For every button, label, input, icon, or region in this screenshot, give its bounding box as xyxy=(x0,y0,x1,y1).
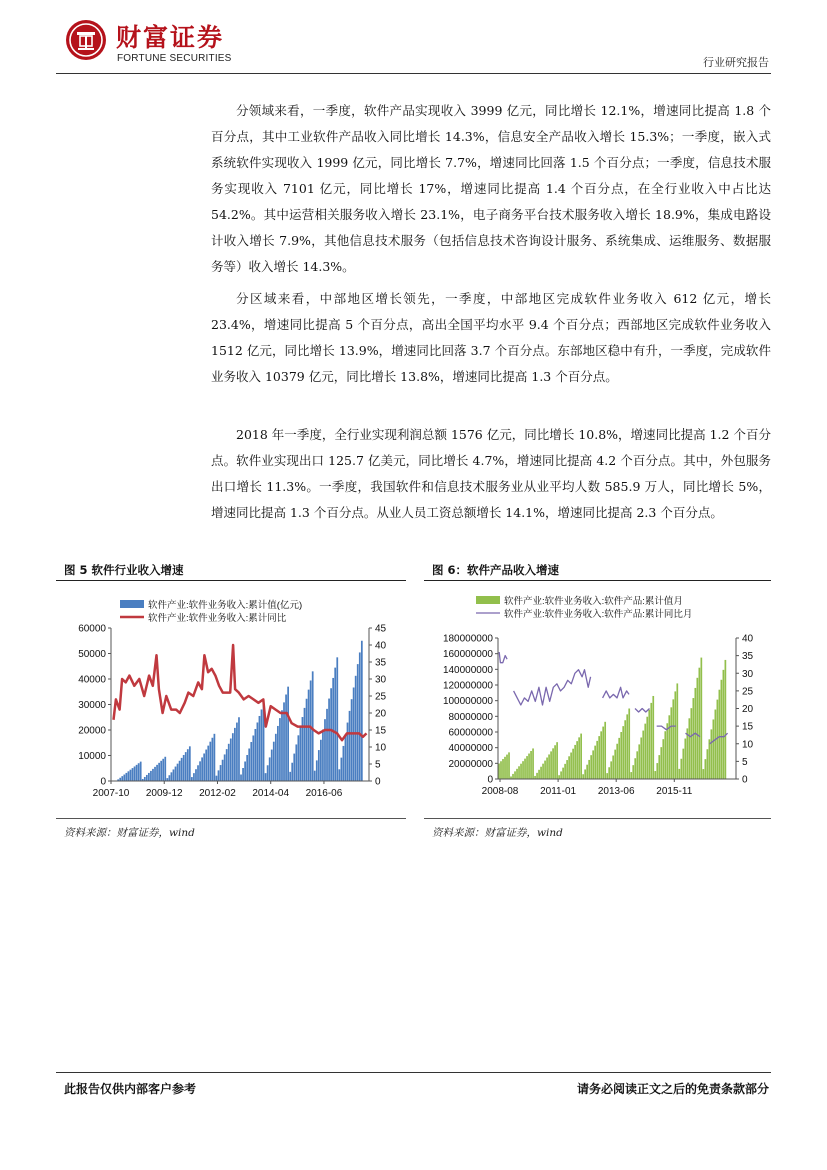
chart-bar xyxy=(152,769,154,781)
chart-bar xyxy=(160,761,162,781)
chart-bar xyxy=(516,769,518,779)
chart-bar xyxy=(528,754,530,779)
chart-bar xyxy=(578,737,580,779)
chart-bar xyxy=(183,755,185,781)
chart-bar xyxy=(216,776,218,781)
paragraph-by-segment: 分领域来看，一季度，软件产品实现收入 3999 亿元，同比增长 12.1%，增速同比提高 1.8 个百分点，其中工业软件产品收入同比增长 14.3%，信息安全产品收入增长 15.3%；一季度，嵌入式系统软件实现收入 1999 亿元，同比增长 7.7%，增速同比回落 1.5 个百分点；一季度，信息技术服务实现收入 7101 亿元，同比增长 17%，增速同比提高 1.4 个百分点，在全行业收入中占比达 54.2%。其中运营相关服务收入增长 23.1%，电子商务平台技术服务收入增长 18.9%，集成电路设计收入增长 7.9%，其他信息技术服务（包括信息技术咨询设计服务、系统集成、运维服务、数据服务等）收入增长 14.3%。 xyxy=(211,103,771,274)
chart-bar xyxy=(343,746,345,781)
chart-bar xyxy=(658,755,660,779)
chart-bar xyxy=(207,746,209,781)
chart-software-industry-revenue xyxy=(56,584,406,810)
legend-line-label: 软件产业:软件业务收入:累计同比 xyxy=(148,613,287,624)
chart-bar xyxy=(678,769,680,779)
chart-bar xyxy=(696,678,698,779)
chart-bar xyxy=(132,768,134,781)
y-right-tick-label: 10 xyxy=(375,742,387,754)
chart-bar xyxy=(150,771,152,781)
chart-bar xyxy=(688,718,690,779)
chart-bar xyxy=(723,670,725,779)
chart-bar xyxy=(508,752,510,779)
chart-bar xyxy=(624,720,626,779)
chart-bar xyxy=(330,688,332,781)
chart-bar xyxy=(719,690,721,779)
chart-bar xyxy=(572,749,574,779)
y-right-tick-label: 0 xyxy=(742,774,748,786)
chart-bar xyxy=(228,744,230,781)
y-left-tick-label: 140000000 xyxy=(442,664,493,676)
chart-bar xyxy=(340,758,342,781)
chart-bar xyxy=(584,769,586,779)
chart-bar xyxy=(191,777,193,781)
chart-bar xyxy=(672,699,674,779)
chart-bar xyxy=(536,773,538,779)
chart-bar xyxy=(240,775,242,782)
chart-bar xyxy=(606,773,608,779)
x-tick-label: 2007-10 xyxy=(92,788,130,799)
chart-bar xyxy=(580,734,582,779)
chart-bar xyxy=(642,731,644,779)
x-tick-label: 2015-11 xyxy=(656,786,693,797)
logo-chinese-name: 财富证券 xyxy=(116,23,225,52)
chart-bar xyxy=(338,769,340,781)
chart-bar xyxy=(345,734,347,781)
paragraph-profit-export: 2018 年一季度，全行业实现利润总额 1576 亿元，同比增长 10.8%，增速同比提高 1.2 个百分点。软件业实现出口 125.7 亿美元，同比增长 4.7%，增速同比提高 4.2 个百分点。其中，外包服务出口增长 11.3%。一季度，我国软件和信息技术服务业从业平均人数 585.9 万人，同比增长 5%，增速同比提高 1.3 个百分点。从业人员工资总额增长 14.1%，增速同比提高 2.3 个百分点。 xyxy=(211,427,771,520)
chart-bar xyxy=(602,727,604,779)
chart-bar xyxy=(518,766,520,779)
chart-bar xyxy=(267,765,269,781)
chart-bar xyxy=(616,744,618,779)
footer-disclaimer-note: 请务必阅读正文之后的免责条款部分 xyxy=(576,1082,769,1096)
chart-bar xyxy=(544,761,546,779)
chart-bar xyxy=(351,699,353,781)
y-right-tick-label: 35 xyxy=(742,651,754,663)
chart-bar xyxy=(171,772,173,781)
growth-line xyxy=(514,670,591,705)
chart-bar xyxy=(709,739,711,779)
chart-bar xyxy=(596,741,598,779)
y-right-tick-label: 5 xyxy=(742,756,748,768)
y-left-tick-label: 180000000 xyxy=(442,633,493,645)
legend-bar-label: 软件产业:软件业务收入:软件产品:累计值月 xyxy=(504,596,683,607)
chart-bar xyxy=(297,735,299,781)
chart-bar xyxy=(238,717,240,781)
chart-bar xyxy=(140,762,142,781)
figure-5-bottom-rule xyxy=(56,818,406,819)
chart-bar xyxy=(636,751,638,779)
chart-bar xyxy=(640,737,642,779)
chart-bar xyxy=(156,765,158,781)
chart-bar xyxy=(220,765,222,781)
chart-bar xyxy=(502,759,504,779)
chart-bar xyxy=(504,757,506,779)
chart-bar xyxy=(650,703,652,779)
chart-bar xyxy=(564,764,566,779)
chart-bar xyxy=(680,759,682,779)
chart-bar xyxy=(226,749,228,781)
chart-bar xyxy=(355,676,357,781)
chart-bar xyxy=(548,754,550,779)
chart-bar xyxy=(622,726,624,779)
chart-bar xyxy=(185,752,187,781)
y-left-tick-label: 40000 xyxy=(78,674,106,686)
chart-bar xyxy=(187,749,189,781)
y-right-tick-label: 15 xyxy=(742,721,754,733)
chart-bar xyxy=(144,777,146,781)
chart-bar xyxy=(177,764,179,781)
chart-bar xyxy=(242,768,244,781)
chart-bar xyxy=(586,765,588,779)
y-left-tick-label: 60000000 xyxy=(448,727,493,739)
chart-bar xyxy=(197,765,199,781)
chart-bar xyxy=(154,767,156,781)
chart-bar xyxy=(130,770,132,781)
chart-bar xyxy=(334,668,336,781)
chart-bar xyxy=(173,769,175,781)
y-right-tick-label: 0 xyxy=(375,776,381,788)
chart-bar xyxy=(610,761,612,779)
header-divider xyxy=(56,73,771,74)
chart-bar xyxy=(670,707,672,779)
chart-bar xyxy=(634,758,636,779)
chart-bar xyxy=(146,775,148,781)
y-right-tick-label: 40 xyxy=(375,640,387,652)
figure-5-source: 资料来源：财富证券，wind xyxy=(64,827,195,839)
chart-bar xyxy=(306,699,308,781)
chart-bar xyxy=(676,683,678,779)
chart-bar xyxy=(211,738,213,781)
x-tick-label: 2011-01 xyxy=(540,786,577,797)
chart-bar xyxy=(361,641,363,781)
chart-bar xyxy=(626,714,628,779)
chart-bar xyxy=(656,763,658,779)
chart-bar xyxy=(546,758,548,779)
chart-bar xyxy=(705,759,707,779)
chart-bar xyxy=(328,699,330,781)
y-left-tick-label: 0 xyxy=(487,774,493,786)
chart-bar xyxy=(690,708,692,779)
chart-bar xyxy=(326,709,328,781)
chart-bar xyxy=(612,756,614,780)
chart-bar xyxy=(562,768,564,779)
chart-bar xyxy=(224,754,226,781)
chart-bar xyxy=(652,696,654,779)
x-tick-label: 2016-06 xyxy=(305,788,343,799)
chart-bar xyxy=(594,746,596,779)
chart-bar xyxy=(526,756,528,779)
chart-bar xyxy=(310,680,312,781)
chart-bar xyxy=(259,716,261,781)
chart-bar xyxy=(628,709,630,780)
chart-bar xyxy=(702,769,704,779)
chart-bar xyxy=(162,759,164,781)
chart-bar xyxy=(608,767,610,779)
chart-bar xyxy=(234,728,236,781)
chart-bar xyxy=(281,710,283,781)
chart-bar xyxy=(324,719,326,781)
chart-bar xyxy=(230,739,232,782)
chart-bar xyxy=(203,753,205,781)
y-left-tick-label: 40000000 xyxy=(448,743,493,755)
chart-bar xyxy=(590,755,592,779)
chart-bar xyxy=(538,770,540,779)
figure-6-top-rule xyxy=(424,580,771,581)
chart-bar xyxy=(530,751,532,779)
chart-software-product-revenue xyxy=(424,584,771,810)
chart-bar xyxy=(684,739,686,779)
chart-bar xyxy=(500,761,502,779)
chart-bar xyxy=(125,773,127,781)
chart-bar xyxy=(598,736,600,779)
chart-bar xyxy=(271,750,273,781)
chart-bar xyxy=(630,772,632,779)
chart-bar xyxy=(560,771,562,779)
chart-bar xyxy=(287,687,289,781)
chart-bar xyxy=(540,767,542,779)
x-tick-label: 2012-02 xyxy=(199,788,236,799)
y-left-tick-label: 30000 xyxy=(78,700,106,711)
y-left-tick-label: 50000 xyxy=(78,649,106,660)
chart-bar xyxy=(293,754,295,781)
chart-bar xyxy=(320,740,322,781)
chart-bar xyxy=(308,690,310,781)
chart-bar xyxy=(189,746,191,781)
chart-bar xyxy=(205,750,207,781)
chart-bar xyxy=(556,742,558,779)
chart-bar xyxy=(332,678,334,781)
chart-bar xyxy=(700,658,702,779)
chart-bar xyxy=(707,749,709,779)
chart-bar xyxy=(725,660,727,779)
chart-bar xyxy=(158,763,160,781)
chart-bar xyxy=(304,708,306,781)
growth-line xyxy=(499,652,507,663)
chart-bar xyxy=(236,723,238,781)
chart-bar xyxy=(300,726,302,781)
y-left-tick-label: 100000000 xyxy=(442,696,493,708)
legend-bar-swatch xyxy=(476,596,500,604)
chart-bar xyxy=(632,765,634,779)
chart-bar xyxy=(201,757,203,781)
y-right-tick-label: 15 xyxy=(375,725,387,737)
figure-6-bottom-rule xyxy=(424,818,771,819)
y-left-tick-label: 80000000 xyxy=(448,711,493,723)
chart-bar xyxy=(520,764,522,779)
chart-bar xyxy=(646,717,648,779)
legend-bar-swatch xyxy=(120,600,144,608)
chart-bar xyxy=(698,668,700,779)
chart-bar xyxy=(175,767,177,781)
y-right-tick-label: 10 xyxy=(742,739,754,751)
chart-bar xyxy=(552,748,554,779)
chart-bar xyxy=(269,757,271,781)
chart-bar xyxy=(566,760,568,779)
chart-bar xyxy=(265,773,267,781)
chart-bar xyxy=(193,773,195,781)
y-left-tick-label: 160000000 xyxy=(442,649,493,661)
chart-bar xyxy=(248,748,250,781)
y-left-tick-label: 20000000 xyxy=(448,758,493,770)
y-left-tick-label: 20000 xyxy=(78,725,106,737)
chart-bar xyxy=(148,773,150,781)
y-left-tick-label: 60000 xyxy=(78,623,106,635)
chart-bar xyxy=(668,715,670,779)
figure-6-source: 资料来源：财富证券，wind xyxy=(432,827,563,839)
chart-bar xyxy=(514,771,516,779)
chart-bar xyxy=(275,734,277,781)
chart-bar xyxy=(209,742,211,781)
y-right-tick-label: 5 xyxy=(375,759,381,771)
chart-bar xyxy=(576,741,578,779)
chart-bar xyxy=(336,657,338,781)
chart-bar xyxy=(654,771,656,779)
chart-bar xyxy=(181,758,183,781)
growth-line xyxy=(635,709,650,713)
chart-bar xyxy=(316,760,318,781)
footer-divider xyxy=(56,1072,771,1073)
chart-bar xyxy=(261,709,263,781)
chart-bar xyxy=(618,738,620,779)
chart-bar xyxy=(357,664,359,781)
chart-bar xyxy=(277,726,279,781)
chart-bar xyxy=(664,731,666,779)
chart-bar xyxy=(164,757,166,781)
x-tick-label: 2013-06 xyxy=(597,786,635,797)
chart-bar xyxy=(614,750,616,779)
y-right-tick-label: 35 xyxy=(375,657,387,669)
chart-bar xyxy=(512,774,514,779)
y-left-tick-label: 10000 xyxy=(78,751,106,762)
chart-bar xyxy=(123,775,125,781)
chart-bar xyxy=(506,755,508,779)
chart-bar xyxy=(713,719,715,779)
chart-bar xyxy=(291,763,293,781)
chart-bar xyxy=(682,749,684,779)
chart-bar xyxy=(312,671,314,781)
y-right-tick-label: 45 xyxy=(375,623,387,635)
chart-bar xyxy=(717,700,719,779)
chart-bar xyxy=(648,710,650,779)
chart-bar xyxy=(232,733,234,781)
chart-bar xyxy=(674,691,676,779)
y-right-tick-label: 20 xyxy=(742,704,754,715)
chart-bar xyxy=(662,739,664,779)
y-left-tick-label: 0 xyxy=(100,776,106,788)
x-tick-label: 2008-08 xyxy=(481,786,519,797)
growth-line xyxy=(603,687,629,698)
chart-bar xyxy=(289,772,291,781)
chart-bar xyxy=(136,765,138,781)
chart-bar xyxy=(168,775,170,781)
chart-bar xyxy=(121,776,123,781)
chart-bar xyxy=(295,744,297,781)
chart-bar xyxy=(522,761,524,779)
chart-bar xyxy=(250,742,252,781)
document-type-label: 行业研究报告 xyxy=(703,56,769,69)
chart-bar xyxy=(285,695,287,781)
logo-emblem-icon xyxy=(66,20,106,60)
chart-bar xyxy=(554,745,556,779)
chart-bar xyxy=(666,723,668,779)
figure-5-top-rule xyxy=(56,580,406,581)
chart-bar xyxy=(686,728,688,779)
chart-bar xyxy=(349,711,351,781)
paragraph-by-region: 分区域来看，中部地区增长领先，一季度，中部地区完成软件业务收入 612 亿元，增长 23.4%，增速同比提高 5 个百分点，高出全国平均水平 9.4 个百分点；西部地区完成软件业务收入 1512 亿元，同比增长 13.9%，增速同比回落 3.7 个百分点。东部地区稳中有升，一季度，完成软件业务收入 10379 亿元，同比增长 13.8%，增速同比提高 1.3 个百分点。 xyxy=(211,291,771,384)
chart-bar xyxy=(592,750,594,779)
figure-6-title: 图 6：软件产品收入增速 xyxy=(432,563,560,577)
y-right-tick-label: 25 xyxy=(742,686,754,698)
y-right-tick-label: 25 xyxy=(375,691,387,703)
chart-bar xyxy=(582,774,584,779)
chart-bar xyxy=(199,761,201,781)
chart-bar xyxy=(254,729,256,781)
chart-bar xyxy=(195,769,197,781)
chart-bar xyxy=(574,745,576,779)
legend-bar-label: 软件产业:软件业务收入:累计值(亿元) xyxy=(148,600,303,611)
y-right-tick-label: 20 xyxy=(375,708,387,720)
chart-bar xyxy=(279,718,281,781)
chart-bar xyxy=(214,734,216,781)
chart-bar xyxy=(660,747,662,779)
chart-bar xyxy=(620,732,622,779)
chart-bar xyxy=(347,723,349,781)
chart-bar xyxy=(715,710,717,779)
chart-bar xyxy=(252,735,254,781)
chart-bar xyxy=(257,722,259,781)
chart-bar xyxy=(550,751,552,779)
x-tick-label: 2009-12 xyxy=(145,788,183,799)
logo-english-name: FORTUNE SECURITIES xyxy=(117,53,232,64)
chart-bar xyxy=(600,731,602,779)
chart-bar xyxy=(179,761,181,781)
chart-bar xyxy=(318,750,320,781)
chart-bar xyxy=(532,748,534,779)
y-right-tick-label: 30 xyxy=(742,668,754,680)
chart-bar xyxy=(570,753,572,780)
chart-bar xyxy=(244,761,246,781)
footer-internal-note: 此报告仅供内部客户参考 xyxy=(64,1082,197,1096)
chart-bar xyxy=(638,744,640,779)
x-tick-label: 2014-04 xyxy=(252,788,290,799)
figure-5-title: 图 5 软件行业收入增速 xyxy=(64,563,184,577)
chart-bar xyxy=(273,742,275,781)
chart-bar xyxy=(138,763,140,781)
chart-bar xyxy=(218,770,220,781)
chart-bar xyxy=(558,775,560,779)
chart-bar xyxy=(692,698,694,779)
chart-bar xyxy=(246,755,248,781)
chart-bar xyxy=(542,764,544,779)
chart-bar xyxy=(588,760,590,779)
chart-bar xyxy=(524,759,526,779)
y-right-tick-label: 30 xyxy=(375,674,387,686)
chart-bar xyxy=(721,680,723,779)
chart-bar xyxy=(644,724,646,779)
chart-bar xyxy=(711,729,713,779)
chart-bar xyxy=(604,722,606,779)
y-right-tick-label: 40 xyxy=(742,633,754,645)
chart-bar xyxy=(222,760,224,781)
y-left-tick-label: 120000000 xyxy=(442,680,493,692)
chart-bar xyxy=(568,756,570,779)
chart-bar xyxy=(128,771,130,781)
chart-bar xyxy=(314,771,316,781)
chart-bar xyxy=(134,766,136,781)
chart-bar xyxy=(322,729,324,781)
chart-bar xyxy=(359,652,361,781)
legend-line-label: 软件产业:软件业务收入:软件产品:累计同比月 xyxy=(504,609,693,620)
